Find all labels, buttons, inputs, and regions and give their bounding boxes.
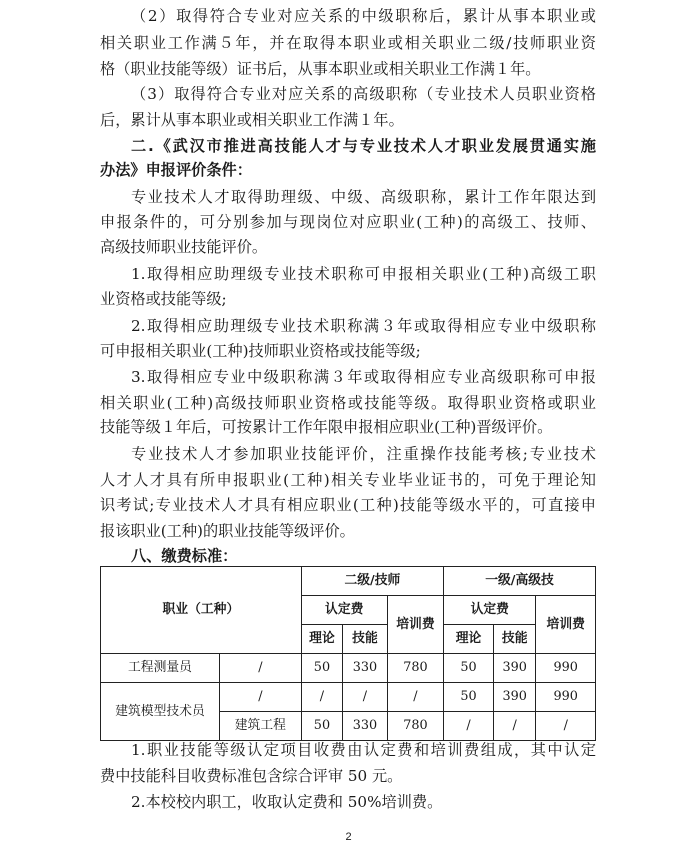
fee-cell: 50 [301, 654, 342, 683]
header-skill: 技能 [493, 625, 535, 654]
fee-cell: 50 [301, 712, 342, 741]
header-level-2: 二级/技师 [301, 567, 443, 596]
fee-cell: 390 [493, 683, 535, 712]
sub-occupation-cell: 建筑工程 [219, 712, 301, 741]
fee-cell: 780 [387, 654, 443, 683]
table-row [101, 683, 596, 712]
fee-cell: 990 [536, 654, 596, 683]
header-level-1: 一级/高级技 [444, 567, 596, 596]
header-training-fee: 培训费 [536, 596, 596, 654]
fee-cell: 780 [387, 712, 443, 741]
fee-cell: 330 [343, 654, 388, 683]
fee-cell: 50 [444, 683, 494, 712]
table-header-row [101, 567, 596, 596]
header-cert-fee: 认定费 [301, 596, 387, 625]
table-row [101, 654, 596, 683]
fee-cell: 390 [493, 654, 535, 683]
fee-cell: 330 [343, 712, 388, 741]
fee-cell: 50 [444, 654, 494, 683]
section-heading-8: 八、缴费标准： [131, 547, 238, 565]
fee-cell: / [343, 683, 388, 712]
header-cert-fee: 认定费 [444, 596, 536, 625]
header-skill: 技能 [343, 625, 388, 654]
fee-cell: 990 [536, 683, 596, 712]
fee-cell: / [493, 712, 535, 741]
sub-occupation-cell: / [219, 683, 301, 712]
occupation-cell: 建筑模型技术员 [101, 683, 220, 741]
note-2: 2.本校校内职工，收取认定费和 50%培训费。 [131, 793, 443, 811]
sub-occupation-cell: / [219, 654, 301, 683]
header-theory: 理论 [301, 625, 342, 654]
page-number: 2 [345, 831, 352, 843]
header-occupation: 职业（工种） [101, 567, 302, 654]
header-theory: 理论 [444, 625, 494, 654]
fee-cell: / [536, 712, 596, 741]
document-page: （2）取得符合专业对应关系的中级职称后，累计从事本职业或 相关职业工作满５年，并在取得本职业或相关职业二级/技师职业资 格（职业技能等级）证书后，从事本职业或相关职业工作满１年。 （3）取得符合专业对应关系的高级职称（专业技术人员职业资格 后，累计从事本职业或相关职业工作满１年。 二.《武汉市推进高技能人才与专业技术人才职业发展贯通实施 办法》申报评价条件： 专业技术人才取得助理级、中级、高级职称，累计工作年限达到 申报条件的，可分别参加与现岗位对应职业(工种)的高级工、技师、 高级技师职业技能评价。 1.取得相应助理级专业技术职称可申报相关职业(工种)高级工职 业资格或技能等级; 2.取得相应助理级专业技术职称满３年或取得相应专业中级职称 可申报相关职业(工种)技师职业资格或技能等级; 3.取得相应专业中级职称满３年或取得相应专业高级职称可申报 相关职业(工种)高级技师职业资格或技能等级。取得职业资格或职业 技能等级１年后，可按累计工作年限申报相应职业(工种)晋级评价。 专业技术人才参加职业技能评价，注重操作技能考核;专业技术 人才人才具有所申报职业(工种)相关专业毕业证书的，可免于理论知 识考试;专业技术人才具有相应职业(工种)技能等级水平的，可直接申 报该职业(工种)的职业技能等级评价。 八、缴费标准： 职业（工种） 二级/技师 一级/高级技 认定费 培训费 认定费 培训费 理论 技能 理论 技能 工程测量员 / 50 330 780 50 390 990 建筑模型技术员 / / / / 50 390 990 建筑工程 50 330 780 / / / 1.职业技能等级认定项目收费由认定费和培训费组成，其中认定 费中技能科目收费标准包含综合评审 50 元。 2.本校校内职工，收取认定费和 50%培训费。 2 [0, 0, 697, 857]
fee-cell: / [387, 683, 443, 712]
fee-cell: / [444, 712, 494, 741]
header-training-fee: 培训费 [387, 596, 443, 654]
fee-cell: / [301, 683, 342, 712]
occupation-cell: 工程测量员 [101, 654, 220, 683]
fee-table [100, 566, 596, 741]
